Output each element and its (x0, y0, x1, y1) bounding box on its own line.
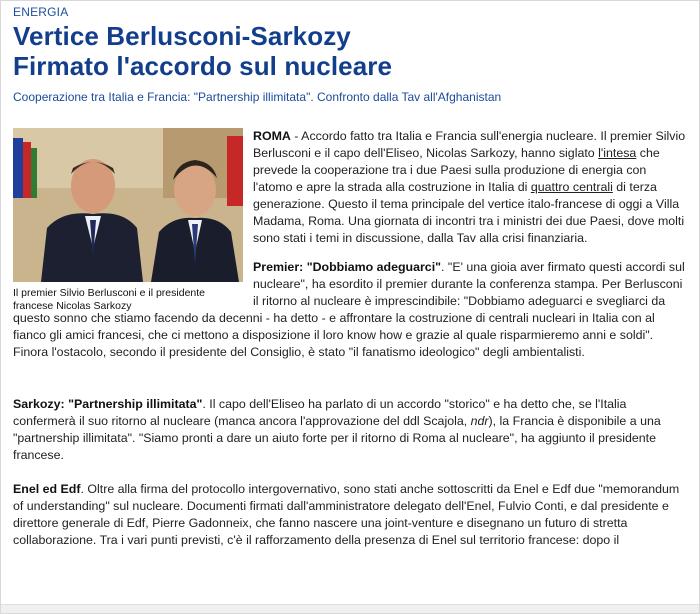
subhead-enel: Enel ed Edf (13, 482, 81, 496)
horizontal-scrollbar[interactable] (1, 604, 700, 614)
link-intesa[interactable]: l'intesa (598, 146, 637, 160)
headline-line-1: Vertice Berlusconi-Sarkozy (13, 21, 351, 51)
link-quattro-centrali[interactable]: quattro centrali (530, 180, 613, 194)
article-subtitle: Cooperazione tra Italia e Francia: "Partnership illimitata". Confronto dalla Tav all'Afghanistan (13, 90, 502, 104)
headline-line-2: Firmato l'accordo sul nucleare (13, 51, 393, 81)
article-figure (13, 128, 243, 313)
section-label[interactable]: ENERGIA (13, 5, 69, 19)
paragraph-premier: Premier: "Dobbiamo adeguarci". "E' una gioia aver firmato questi accordi sul nucleare", ha esordito il premier durante la conferenza stampa. Per Berlusconi il ritorno al nucleare è imprescindibile: "Dobbiamo adeguarci e svegliarci da questo sonno che stiamo facendo da decenni - ha detto - e affrontare la costruzione di centrali nucleari in Italia con al fianco gli amici francesi, che ci mettono a disposizione il loro know how e grazie al quale risparmieremo anni e soldi". Finora l'ostacolo, secondo il presidente del Consiglio, è stato "il fanatismo ideologico" degli ambientalisti. (13, 260, 685, 359)
paragraph-sarkozy: Sarkozy: "Partnership illimitata". Il capo dell'Eliseo ha parlato di un accordo "storico" e ha detto che, se l'Italia confermerà il suo ritorno al nucleare (manca ancora l'approvazione del ddl Scajola, ndr), la Francia è disponibile a una "partnership illimitata". "Siamo pronti a dare un aiuto forte per il ritorno di Roma al nucleare", ha aggiunto il presidente francese. (13, 397, 661, 462)
article-photo[interactable] (13, 128, 243, 282)
subhead-sarkozy: Sarkozy: "Partnership illimitata" (13, 397, 203, 411)
paragraph-enel: Enel ed Edf. Oltre alla firma del protocollo intergovernativo, sono stati anche sottoscritti da Enel e Edf due "memorandum of understanding" sul nucleare. Documenti firmati dall'amministratore delegato dell'Enel, Fulvio Conti, e dal presidente e direttore generale di Edf, Pierre Gadonneix, che fanno nascere una joint-venture e disegnano un futuro di stretta collaborazione. Tra i vari punti previsti, c'è il rafforzamento della presenza di Enel sul territorio francese: dopo il (13, 482, 680, 547)
subhead-premier: Premier: "Dobbiamo adeguarci" (253, 260, 442, 274)
paragraph-intro: ROMA - Accordo fatto tra Italia e Francia sull'energia nucleare. Il premier Silvio Berlusconi e il capo dell'Eliseo, Nicolas Sarkozy, hanno siglato l'intesa che prevede la cooperazione tra i due Paesi sulla produzione di energia con l'atomo e apre la strada alla costruzione in Italia di quattro centrali di terza generazione. Questo il tema principale del vertice italo-francese di oggi a Villa Madama, Roma. Una giornata di incontri tra i ministri dei due Paesi, dove molti sono stati i temi in discussione, dalla Tav alla crisi finanziaria. (253, 129, 686, 245)
photo-caption: Il premier Silvio Berlusconi e il presidente francese Nicolas Sarkozy (13, 287, 205, 312)
photo-illustration (13, 128, 243, 282)
article-headline (13, 21, 392, 81)
dateline: ROMA (253, 129, 291, 143)
